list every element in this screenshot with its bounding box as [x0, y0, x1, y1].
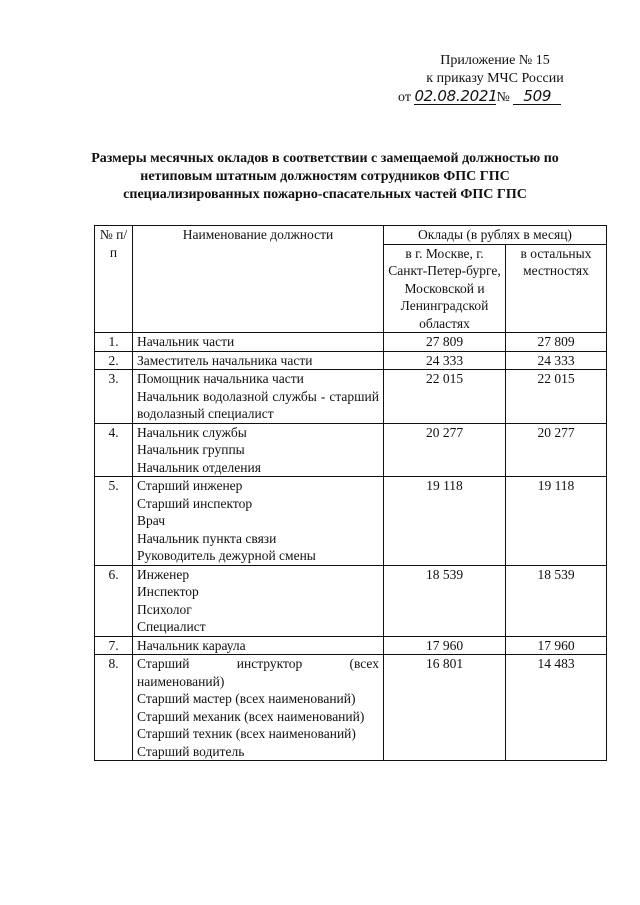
table-row: [95, 565, 607, 636]
document-title: Размеры месячных окладов в соответствии с замещаемой должностью по нетиповым штатным должностям сотрудников ФПС ГПС специализированных пожарно-спасательных частей ФПС ГПС: [91, 151, 559, 202]
salary-moscow: 17 960: [384, 636, 506, 655]
row-number: 8.: [95, 655, 133, 761]
from-label: от: [398, 90, 411, 105]
row-number: 1.: [95, 333, 133, 352]
position-name: Начальник части: [137, 334, 235, 349]
position-cell: [133, 333, 384, 352]
position-cell: [133, 423, 384, 477]
salary-moscow: 24 333: [384, 351, 506, 370]
header-num: № п/п: [95, 226, 133, 333]
appendix-number: Приложение № 15: [440, 53, 550, 68]
row-number: 2.: [95, 351, 133, 370]
position-name: Психолог: [137, 601, 192, 617]
position-name: Помощник начальника части: [137, 371, 304, 386]
row-number: 5.: [95, 477, 133, 566]
appendix-header: [395, 52, 595, 107]
salary-moscow: 18 539: [384, 565, 506, 636]
position-name: Старший мастер (всех наименований): [137, 691, 356, 706]
position-name: Заместитель начальника части: [137, 352, 313, 368]
position-cell: [133, 565, 384, 636]
table-row: [95, 655, 607, 761]
position-name: Начальник караула: [137, 637, 246, 653]
position-name: Начальник группы: [137, 442, 245, 457]
handwritten-date: 02.08.2021: [414, 87, 498, 105]
salary-other: 17 960: [506, 636, 607, 655]
position-cell: [133, 370, 384, 424]
position-name: Старший инструктор (всех наименований): [137, 656, 379, 689]
position-name: Старший техник (всех наименований): [137, 726, 356, 741]
salary-other: 24 333: [506, 351, 607, 370]
position-cell: [133, 636, 384, 655]
position-name: Начальник водолазной службы - старший водолазный специалист: [137, 388, 379, 421]
position-name: Начальник пункта связи: [137, 530, 277, 546]
row-number: 4.: [95, 423, 133, 477]
table-row: [95, 351, 607, 370]
header-moscow: в г. Москве, г. Санкт-Петер-бурге, Московской и Ленинградской областях: [384, 244, 506, 333]
table-row: [95, 370, 607, 424]
salary-other: 19 118: [506, 477, 607, 566]
salary-other: 18 539: [506, 565, 607, 636]
position-name: Начальник отделения: [137, 459, 261, 475]
position-name: Начальник службы: [137, 424, 247, 440]
position-cell: [133, 655, 384, 761]
salary-moscow: 27 809: [384, 333, 506, 352]
position-name: Руководитель дежурной смены: [137, 548, 316, 563]
header-position: Наименование должности: [133, 226, 384, 333]
header-row: [95, 226, 607, 245]
salary-moscow: 16 801: [384, 655, 506, 761]
table-row: [95, 636, 607, 655]
salary-other: 27 809: [506, 333, 607, 352]
row-number: 3.: [95, 370, 133, 424]
salary-moscow: 22 015: [384, 370, 506, 424]
position-name: Инженер: [137, 566, 190, 582]
position-name: Инспектор: [137, 584, 199, 599]
header-salary: Оклады (в рублях в месяц): [384, 226, 607, 245]
row-number: 6.: [95, 565, 133, 636]
salary-table: [94, 225, 607, 761]
handwritten-number: 509: [513, 88, 561, 105]
position-name: Старший механик (всех наименований): [137, 708, 365, 724]
appendix-date-line: [398, 88, 595, 107]
position-name: Специалист: [137, 619, 206, 634]
row-number: 7.: [95, 636, 133, 655]
salary-other: 22 015: [506, 370, 607, 424]
table-row: [95, 423, 607, 477]
table-row: [95, 333, 607, 352]
table-body: [95, 333, 607, 761]
number-label: №: [496, 90, 510, 105]
salary-other: 14 483: [506, 655, 607, 761]
position-name: Старший инженер: [137, 478, 243, 493]
salary-other: 20 277: [506, 423, 607, 477]
salary-moscow: 19 118: [384, 477, 506, 566]
position-cell: [133, 477, 384, 566]
position-cell: [133, 351, 384, 370]
salary-moscow: 20 277: [384, 423, 506, 477]
header-other: в остальных местностях: [506, 244, 607, 333]
position-name: Старший водитель: [137, 743, 245, 759]
appendix-order: к приказу МЧС России: [426, 71, 564, 86]
position-name: Старший инспектор: [137, 495, 253, 511]
position-name: Врач: [137, 513, 165, 528]
table-row: [95, 477, 607, 566]
